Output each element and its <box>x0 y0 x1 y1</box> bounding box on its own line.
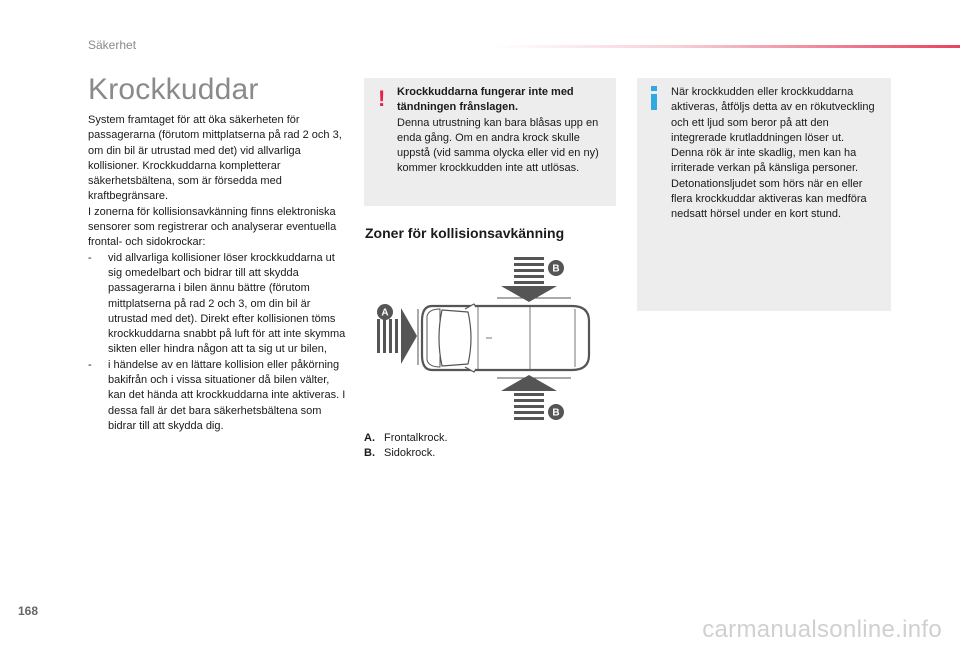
marker-b-top <box>548 260 564 276</box>
legend-row <box>364 431 448 446</box>
warning-icon: ! <box>378 86 386 111</box>
vehicle-top-view <box>422 304 589 372</box>
marker-a <box>377 304 393 320</box>
svg-text:B: B <box>552 263 560 275</box>
diagram-legend <box>364 431 448 462</box>
info-paragraph-3: Detonationsljudet som hörs när en eller flera krockkuddar aktiveras kan medföra nedsatt hörsel under en kort stund. <box>671 177 867 221</box>
list-item: - i händelse av en lättare kollision eller påkörning bakifrån och i vissa situationer då bilen välter, kan det hända att krockkuddarna inte aktiveras. I dessa fall är det bara säkerhetsbältena som bidrar till att skydda dig. <box>88 358 350 434</box>
intro-list <box>88 251 350 435</box>
warning-text <box>397 85 609 177</box>
zones-heading: Zoner för kollisionsavkänning <box>365 225 565 241</box>
intro-paragraph-1: System framtaget för att öka säkerheten för passagerarna (förutom mittplatserna på rad 2 och 3, om din bil är utrustad med det) vid allvarliga kollisioner. Krockkuddarna kompletterar säkerhetsbältena, som är försedda med kraftbegränsare. <box>88 114 342 203</box>
legend-row <box>364 446 448 461</box>
watermark: carmanualsonline.info <box>702 616 942 643</box>
side-impact-arrow-top <box>501 257 560 302</box>
info-paragraph-1: När krockkudden eller krockkuddarna aktiveras, åtföljs detta av en rökutveckling och ett ljud som beror på att den integrerade krutladdningen löser ut. <box>671 86 875 144</box>
info-box <box>637 78 891 311</box>
section-label: Säkerhet <box>88 38 137 52</box>
marker-b-bottom <box>548 404 564 420</box>
svg-text:B: B <box>552 407 560 419</box>
warning-title: Krockkuddarna fungerar inte med tändningen frånslagen. <box>397 86 574 114</box>
page-number: 168 <box>18 604 39 618</box>
warning-body: Denna utrustning kan bara blåsas upp en enda gång. Om en andra krock skulle uppstå (vid samma olycka eller vid en ny) kommer krockkudden inte att utlösas. <box>397 116 599 175</box>
svg-text:A: A <box>381 307 389 319</box>
intro-column <box>88 113 350 434</box>
legend-key: A. <box>364 432 375 444</box>
info-text <box>671 85 885 223</box>
legend-key: B. <box>364 447 375 460</box>
header-accent-bar <box>492 45 960 48</box>
intro-paragraph-2: I zonerna för kollisionsavkänning finns elektroniska sensorer som registrerar och analyserar eventuella frontal- och sidokrockar: <box>88 205 337 249</box>
warning-box <box>364 78 616 206</box>
page-title: Krockkuddar <box>88 73 259 106</box>
legend-text: Frontalkrock. <box>384 432 448 444</box>
info-paragraph-2: Denna rök är inte skadlig, men kan ha irriterade verkan på känsliga personer. <box>671 147 859 175</box>
info-icon <box>648 86 660 110</box>
collision-zones-diagram <box>370 254 600 426</box>
list-item: - vid allvarliga kollisioner löser krockkuddarna ut sig omedelbart och bidrar till att skydda passagerarna i bilen ännu bättre (förutom mittplatserna på rad 2 och 3, om din bil är utrustad med det). Direkt efter kollisionen töms krockkuddarna snabbt på luft för att inte skymma sikten eller hindra någon att ta sig ut ur bilen, <box>88 251 350 358</box>
legend-text: Sidokrock. <box>384 447 436 460</box>
